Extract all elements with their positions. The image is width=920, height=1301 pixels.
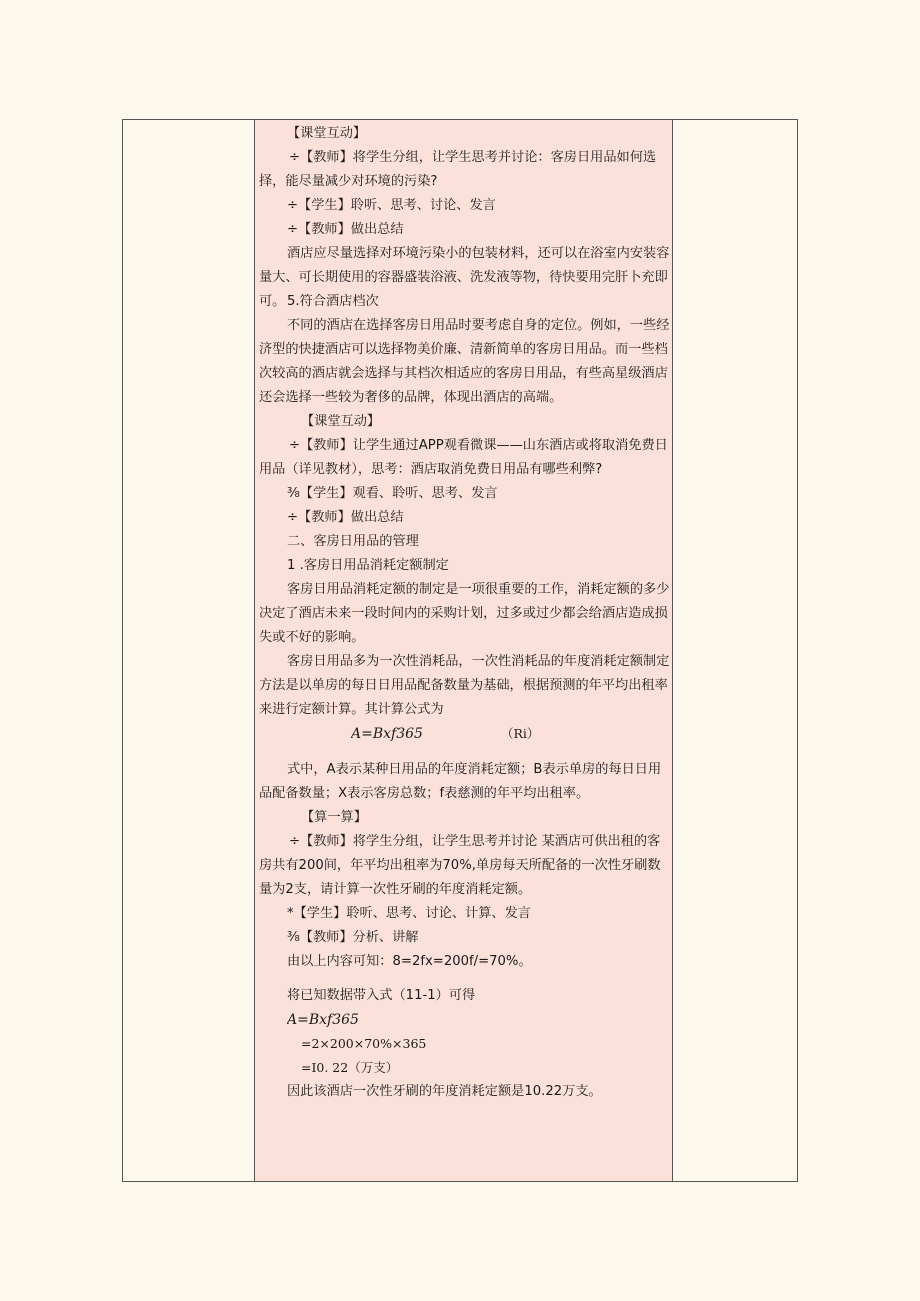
- formula-reference: （Ri）: [501, 726, 540, 741]
- teacher-instruction: ÷【教师】将学生分组，让学生思考并讨论 某酒店可供出租的客房共有200间，年平均出租率为70%,单房每天所配备的一次性牙刷数量为2支，请计算一次性牙刷的年度消耗定额。: [259, 834, 661, 897]
- formula: A=Bxf365: [287, 1012, 359, 1028]
- content-column: [255, 120, 673, 1181]
- teacher-instruction: ÷【教师】让学生通过APP观看微课——山东酒店或将取消免费日用品（详见教材），思考：酒店取消免费日用品有哪些利弊?: [259, 438, 668, 477]
- section-title: 二、客房日用品的管理: [287, 534, 419, 549]
- subsection-heading: 1 .客房日用品消耗定额制定: [287, 558, 449, 573]
- given-values: 由以上内容可知：8=2fx=200f/=70%。: [287, 954, 532, 969]
- subsection-heading: 5.符合酒店档次: [287, 294, 379, 309]
- paragraph: 客房日用品多为一次性消耗品，一次性消耗品的年度消耗定额制定方法是以单房的每日日用品配备数量为基础，根据预测的年平均出租率来进行定额计算。其计算公式为: [259, 654, 670, 717]
- teacher-summary: ÷【教师】做出总结: [287, 510, 404, 525]
- student-activity: ÷【学生】聆听、思考、讨论、发言: [287, 198, 496, 213]
- student-activity: ⅜【学生】观看、聆听、思考、发言: [287, 486, 498, 501]
- conclusion: 因此该酒店一次性牙刷的年度消耗定额是10.22万支。: [287, 1084, 602, 1099]
- formula: A=Bxf365: [351, 726, 423, 742]
- right-column: [673, 120, 797, 1181]
- lesson-table: [122, 119, 798, 1182]
- teacher-activity: ⅜【教师】分析、讲解: [287, 930, 419, 945]
- section-heading: 【课堂互动】: [287, 126, 367, 141]
- paragraph: 酒店应尽量选择对环境污染小的包装材料，还可以在浴室内安装容量大、可长期使用的容器盛装浴液、洗发液等物，待快要用完肝卜充即可。: [259, 246, 670, 309]
- paragraph: 式中，A表示某种日用品的年度消耗定额；B表示单房的每日日用品配备数量；X表示客房总数；f表慈测的年平均出租率。: [259, 762, 662, 801]
- section-heading: 【课堂互动】: [301, 414, 381, 429]
- calculation-step: =2×200×70%×365: [301, 1036, 427, 1051]
- teacher-summary: ÷【教师】做出总结: [287, 222, 404, 237]
- paragraph: 客房日用品消耗定额的制定是一项很重要的工作，消耗定额的多少决定了酒店未来一段时间内的采购计划，过多或过少都会给酒店造成损失或不好的影响。: [259, 582, 670, 645]
- calculation-result: =I0. 22（万支）: [301, 1060, 399, 1075]
- paragraph: 不同的酒店在选择客房日用品时要考虑自身的定位。例如，一些经济型的快捷酒店可以选择物美价廉、清新简单的客房日用品。而一些档次较高的酒店就会选择与其档次相适应的客房日用品，有些高星级酒店还会选择一些较为奢侈的品牌，体现出酒店的高端。: [259, 318, 670, 405]
- section-heading: 【算一算】: [301, 810, 367, 825]
- left-column: [123, 120, 255, 1181]
- substitution-line: 将已知数据带入式（11-1）可得: [287, 988, 476, 1003]
- student-activity: *【学生】聆听、思考、讨论、计算、发言: [287, 906, 531, 921]
- teacher-instruction: ÷【教师】将学生分组，让学生思考并讨论：客房日用品如何选择，能尽量减少对环境的污染?: [259, 150, 657, 189]
